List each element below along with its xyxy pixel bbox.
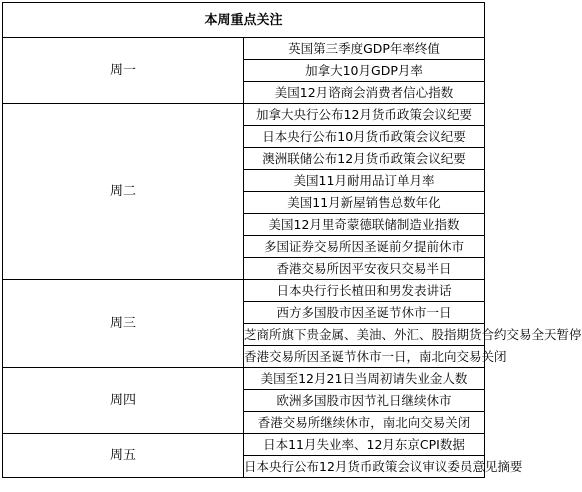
event-cell: 美国11月新屋销售总数年化 [244,192,485,214]
day-label: 周五 [3,434,244,478]
event-cell: 芝商所旗下贵金属、美油、外汇、股指期货合约交易全天暂停 [244,324,485,346]
event-cell: 香港交易所因平安夜只交易半日 [244,258,485,280]
event-cell: 加拿大央行公布12月货币政策会议纪要 [244,104,485,126]
event-cell: 加拿大10月GDP月率 [244,60,485,82]
schedule-container [2,2,582,478]
table-row [3,434,485,456]
day-label: 周一 [3,38,244,104]
event-cell: 多国证券交易所因圣诞前夕提前休市 [244,236,485,258]
table-row [3,280,485,302]
day-label: 周二 [3,104,244,280]
event-cell: 美国11月耐用品订单月率 [244,170,485,192]
event-cell: 美国12月谘商会消费者信心指数 [244,82,485,104]
event-cell: 欧洲多国股市因节礼日继续休市 [244,390,485,412]
day-label: 周三 [3,280,244,368]
event-cell: 澳洲联储公布12月货币政策会议纪要 [244,148,485,170]
event-cell: 美国至12月21日当周初请失业金人数 [244,368,485,390]
table-header-row [3,3,485,38]
table-title: 本周重点关注 [3,3,485,38]
event-cell: 西方多国股市因圣诞节休市一日 [244,302,485,324]
event-cell: 日本央行行长植田和男发表讲话 [244,280,485,302]
weekly-focus-table [2,2,582,478]
table-row [3,38,485,60]
event-cell: 日本央行公布12月货币政策会议审议委员意见摘要 [244,456,485,478]
table-row [3,104,485,126]
event-cell: 美国12月里奇蒙德联储制造业指数 [244,214,485,236]
event-cell: 英国第三季度GDP年率终值 [244,38,485,60]
day-label: 周四 [3,368,244,434]
table-row [3,368,485,390]
event-cell: 日本央行公布10月货币政策会议纪要 [244,126,485,148]
event-cell: 香港交易所因圣诞节休市一日，南北向交易关闭 [244,346,485,368]
event-cell: 香港交易所继续休市，南北向交易关闭 [244,412,485,434]
event-cell: 日本11月失业率、12月东京CPI数据 [244,434,485,456]
